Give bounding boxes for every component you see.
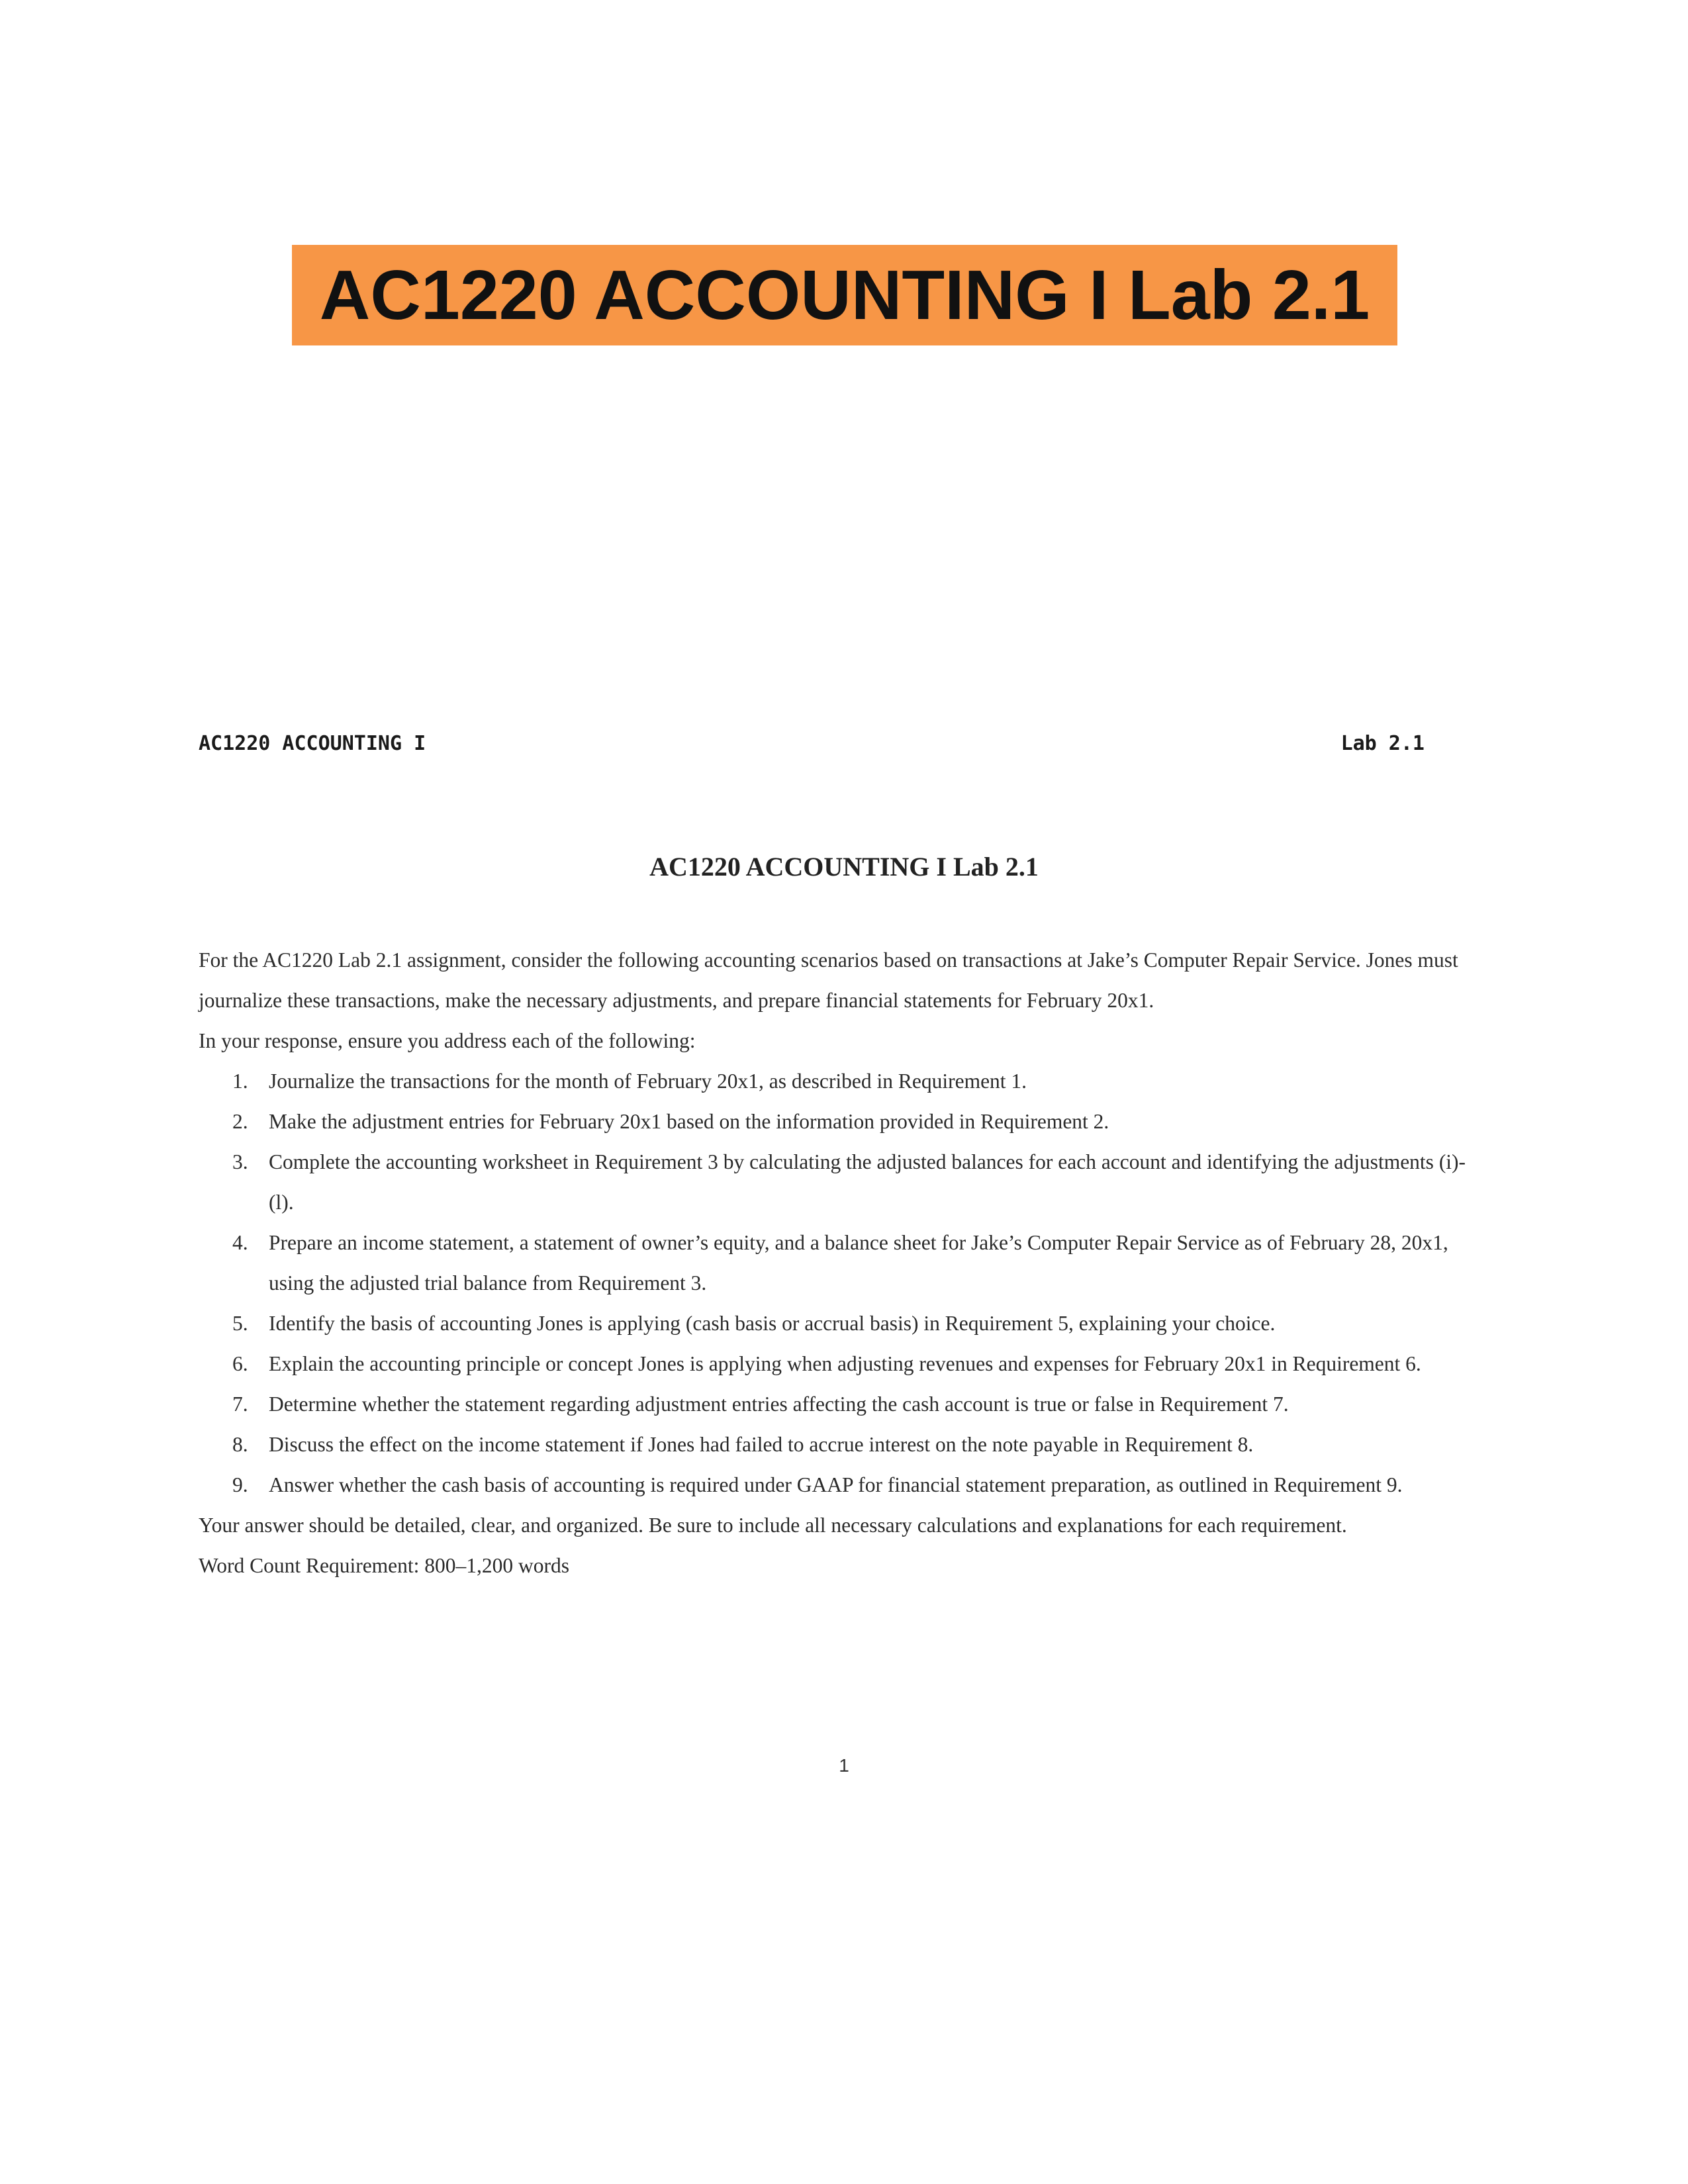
list-item-number: 1. [232, 1069, 248, 1093]
list-item-number: 6. [232, 1352, 248, 1375]
lead-in-text: In your response, ensure you address each of the following: [199, 1029, 696, 1052]
document-title: AC1220 ACCOUNTING I Lab 2.1 [649, 852, 1039, 882]
list-item-text: Determine whether the statement regarding adjustment entries affecting the cash account is true or false in Requirement 7. [269, 1392, 1289, 1416]
list-item [199, 1061, 1489, 1101]
list-item-number: 2. [232, 1110, 248, 1133]
list-item [199, 1142, 1489, 1222]
list-item-text: Make the adjustment entries for February 20x1 based on the information provided in Requirement 2. [269, 1110, 1109, 1133]
title-banner [292, 245, 1397, 345]
requirements-list [199, 1061, 1489, 1505]
list-item [199, 1101, 1489, 1142]
list-item-text: Answer whether the cash basis of accounting is required under GAAP for financial statement preparation, as outlined in Requirement 9. [269, 1473, 1403, 1496]
page-header-course: AC1220 ACCOUNTING I [199, 732, 426, 755]
list-item [199, 1384, 1489, 1424]
word-count-requirement: Word Count Requirement: 800–1,200 words [199, 1554, 570, 1577]
list-item-text: Complete the accounting worksheet in Requirement 3 by calculating the adjusted balances for each account and identifying the adjustments (i)-(l). [269, 1150, 1466, 1214]
list-item-text: Prepare an income statement, a statement of owner’s equity, and a balance sheet for Jake’s Computer Repair Service as of February 28, 20x1, using the adjusted trial balance from Requirement 3. [269, 1231, 1448, 1295]
list-item [199, 1424, 1489, 1465]
list-item-number: 3. [232, 1150, 248, 1173]
list-item-number: 4. [232, 1231, 248, 1254]
banner-title: AC1220 ACCOUNTING I Lab 2.1 [319, 256, 1370, 334]
list-item-text: Journalize the transactions for the month of February 20x1, as described in Requirement 1. [269, 1069, 1027, 1093]
list-item-number: 9. [232, 1473, 248, 1496]
list-item-number: 8. [232, 1433, 248, 1456]
list-item [199, 1343, 1489, 1384]
page-number: 1 [839, 1755, 849, 1776]
list-item-text: Identify the basis of accounting Jones is applying (cash basis or accrual basis) in Requirement 5, explaining your choice. [269, 1312, 1276, 1335]
list-item [199, 1465, 1489, 1505]
document-body [199, 940, 1489, 1586]
closing-paragraph: Your answer should be detailed, clear, and organized. Be sure to include all necessary calculations and explanations for each requirement. [199, 1514, 1347, 1537]
list-item [199, 1222, 1489, 1303]
page-header-lab: Lab 2.1 [1340, 732, 1425, 755]
list-item [199, 1303, 1489, 1343]
list-item-number: 7. [232, 1392, 248, 1416]
list-item-text: Explain the accounting principle or concept Jones is applying when adjusting revenues and expenses for February 20x1 in Requirement 6. [269, 1352, 1421, 1375]
list-item-number: 5. [232, 1312, 248, 1335]
list-item-text: Discuss the effect on the income statement if Jones had failed to accrue interest on the note payable in Requirement 8. [269, 1433, 1254, 1456]
intro-paragraph: For the AC1220 Lab 2.1 assignment, consider the following accounting scenarios based on transactions at Jake’s Computer Repair Service. Jones must journalize these transactions, make the necessary adjustments, and prepare financial statements for February 20x1. [199, 948, 1458, 1012]
